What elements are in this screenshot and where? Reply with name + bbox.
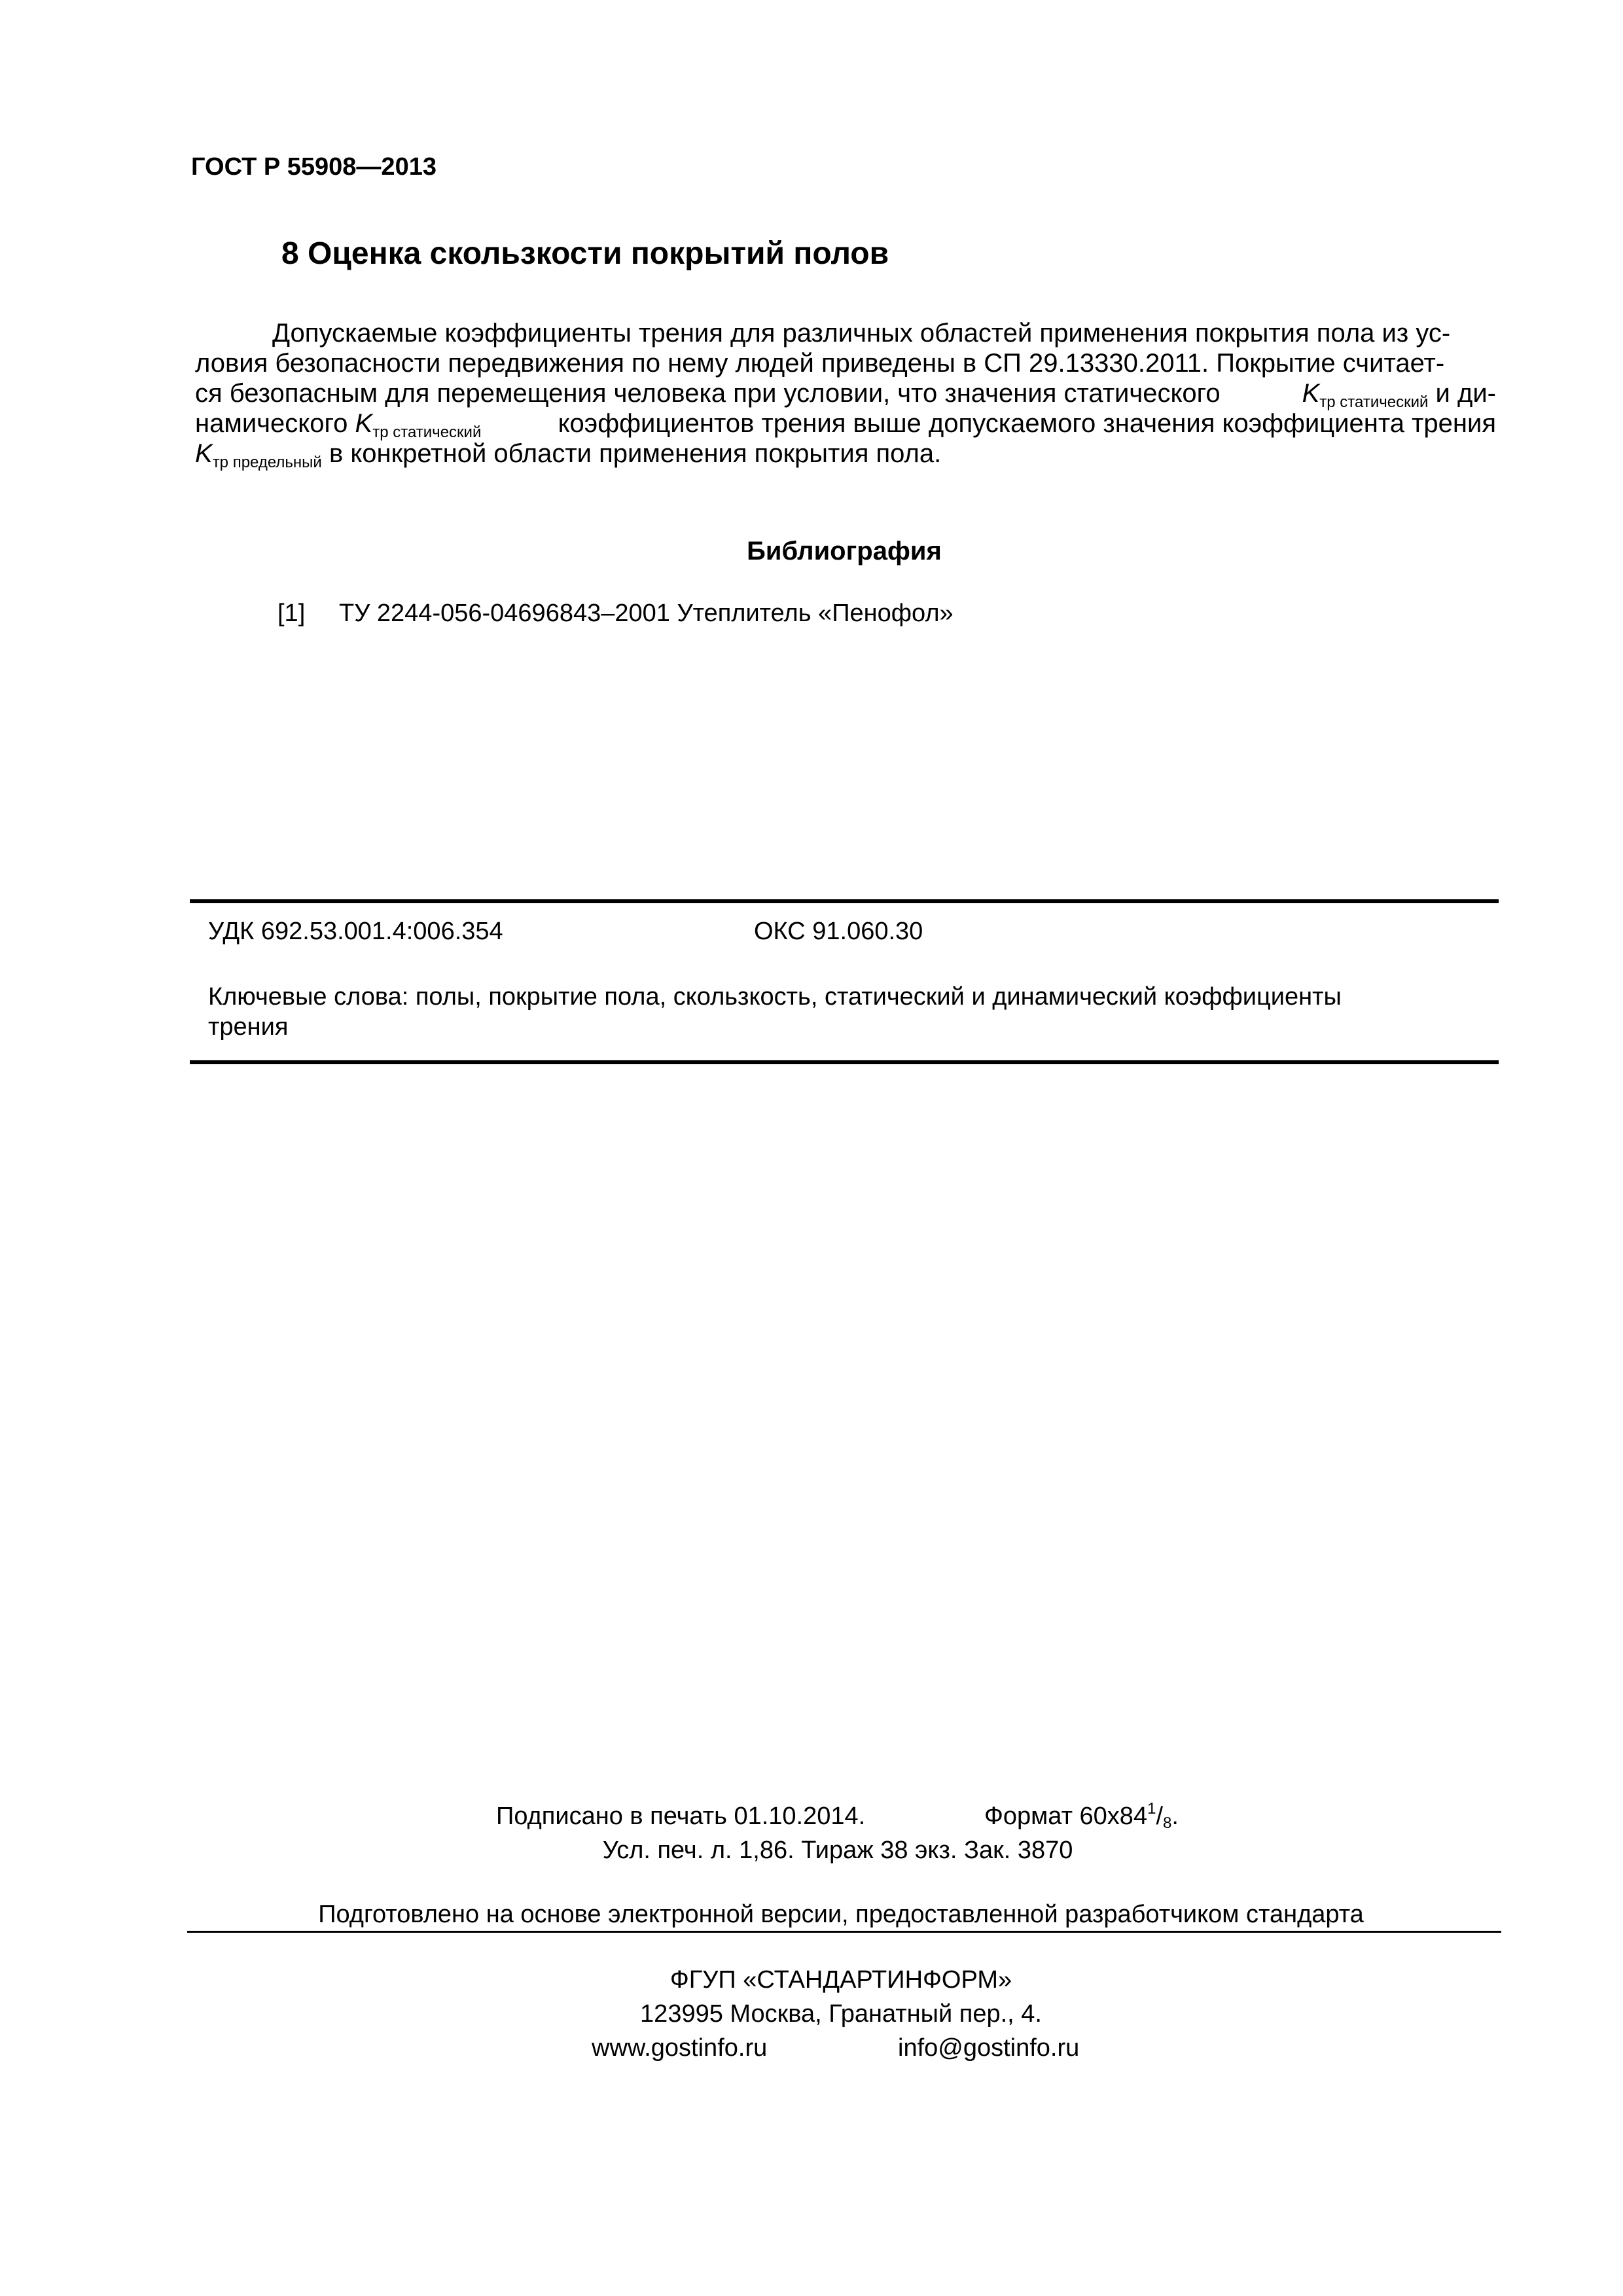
k-subscript: тр статический (1319, 393, 1429, 411)
k-subscript: тр статический (372, 423, 482, 441)
format-fraction-denominator: 8 (1163, 1814, 1172, 1832)
paragraph-line (195, 439, 1496, 469)
publisher-address: 123995 Москва, Гранатный пер., 4. (640, 2000, 1042, 2028)
print-info: Усл. печ. л. 1,86. Тираж 38 экз. Зак. 3870 (602, 1837, 1073, 1864)
paragraph-line (195, 408, 1496, 439)
prepared-note: Подготовлено на основе электронной версии, предоставленной разработчиком стандарта (318, 1901, 1364, 1928)
paragraph-text: намического (195, 409, 348, 438)
paragraph-text: в конкретной области применения покрытия пола. (329, 439, 942, 468)
footer-divider (187, 1931, 1501, 1933)
publisher-email: info@gostinfo.ru (898, 2034, 1080, 2062)
paragraph-text: ловия безопасности передвижения по нему людей приведены в СП 29.13330.2011. Покрытие считает- (195, 349, 1445, 378)
paragraph-text: и ди- (1435, 379, 1496, 408)
body-paragraph (195, 318, 1496, 469)
paragraph-text: ся безопасным для перемещения человека при условии, что значения статического (195, 379, 1221, 408)
publisher-name: ФГУП «СТАНДАРТИНФОРМ» (669, 1966, 1012, 1994)
signed-to-print: Подписано в печать 01.10.2014. (496, 1803, 866, 1830)
keywords-line (208, 982, 1483, 1012)
paragraph-line (195, 318, 1496, 348)
format-fraction-numerator: 1 (1147, 1800, 1156, 1818)
top-divider (190, 899, 1499, 903)
document-code: ГОСТ Р 55908—2013 (191, 153, 437, 181)
oks-code: ОКС 91.060.30 (754, 918, 923, 945)
paragraph-line (195, 348, 1496, 378)
limit-coefficient-symbol (195, 439, 941, 469)
bottom-divider (190, 1060, 1499, 1064)
keywords-line (208, 1012, 1483, 1042)
k-subscript: тр предельный (212, 454, 322, 471)
udk-code: УДК 692.53.001.4:006.354 (208, 918, 503, 945)
paragraph-text (195, 408, 481, 439)
format-end: . (1171, 1803, 1179, 1830)
keywords-text: трения (208, 1013, 289, 1041)
keywords (208, 982, 1483, 1042)
paragraph-line (195, 378, 1496, 411)
k-symbol: K (355, 409, 373, 438)
bibliography-item-number: [1] (277, 600, 306, 627)
section-title: 8 Оценка скользкости покрытий полов (281, 236, 889, 271)
format-text: Формат 60x84 (984, 1803, 1148, 1830)
paper-format: Формат $60x84^1/_8$. (984, 1800, 1179, 1832)
publisher-website: www.gostinfo.ru (592, 2034, 768, 2062)
keywords-text: Ключевые слова: полы, покрытие пола, скользкость, статический и динамический коэффициенты (208, 983, 1342, 1011)
paragraph-text: коэффициентов трения выше допускаемого значения коэффициента трения (558, 409, 1496, 438)
bibliography-title: Библиография (747, 537, 942, 565)
paragraph-text: Допускаемые коэффициенты трения для различных областей применения покрытия пола из ус- (272, 319, 1451, 348)
k-symbol: K (195, 439, 213, 468)
static-coefficient-symbol (1302, 378, 1496, 411)
bibliography-item-text: ТУ 2244-056-04696843–2001 Утеплитель «Пенофол» (339, 600, 954, 627)
k-symbol: K (1302, 379, 1320, 408)
